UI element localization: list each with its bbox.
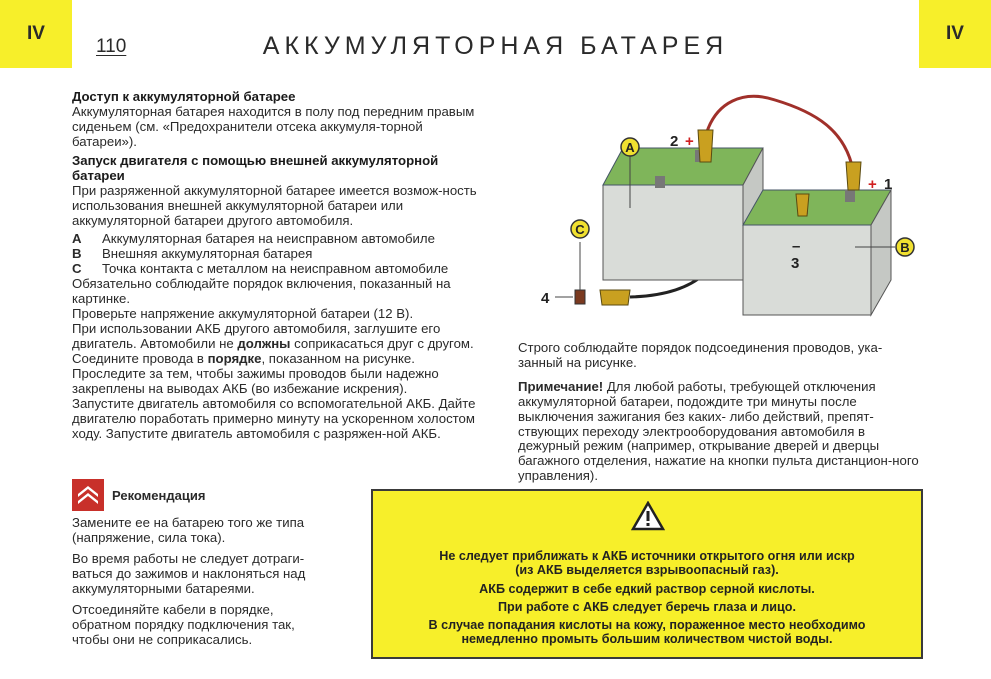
- heading-access: Доступ к аккумуляторной батарее: [72, 89, 296, 104]
- label-c: [571, 220, 589, 238]
- svg-text:A: A: [625, 140, 635, 155]
- connect-text: Соедините провода в порядке, показанном на рисунке. Проследите за тем, чтобы зажимы проводов были надежно закреплены на выводах АКБ (во избежание искрения).: [72, 351, 439, 396]
- run-engine-text: Запустите двигатель автомобиля со вспомогательной АКБ. Дайте двигателю поработать примерно минуту на ускоренном холостом ходу. Запустите двигатель автомобиля с разряжен-ной АКБ.: [72, 396, 476, 441]
- access-text: Аккумуляторная батарея находится в полу под передним правым сиденьем (см. «Предохранители отсека аккумуля-торной батареи»).: [72, 104, 475, 149]
- warning-line: При работе с АКБ следует беречь глаза и лицо.: [497, 599, 796, 614]
- warning-box: [371, 489, 923, 659]
- another-car-text: При использовании АКБ другого автомобиля, заглушите его двигатель. Автомобили не должны соприкасаться друг с другом.: [72, 321, 474, 351]
- jump-start-diagram: [515, 90, 935, 335]
- legend-item-a: [72, 231, 478, 246]
- recommendation-block: [72, 479, 332, 653]
- legend-key: B: [72, 246, 82, 261]
- plus-sign: +: [868, 176, 877, 193]
- legend-text: Аккумуляторная батарея на неисправном автомобиле: [102, 231, 435, 246]
- section-label: IV: [946, 23, 964, 44]
- terminal-number-2: 2: [670, 133, 679, 150]
- recommendation-text-2: Во время работы не следует дотраги-ваться до зажимов и наклоняться над аккумуляторными батареями.: [72, 551, 306, 596]
- warning-triangle-icon: [631, 501, 665, 534]
- plus-sign: +: [685, 133, 694, 150]
- recommendation-title: Рекомендация: [112, 487, 206, 503]
- order-text: Обязательно соблюдайте порядок включения, показанный на картинке.: [72, 276, 451, 306]
- voltage-text: Проверьте напряжение аккумуляторной батареи (12 В).: [72, 306, 414, 321]
- recommendation-text-1: Замените ее на батарею того же типа (напряжение, сила тока).: [72, 515, 305, 545]
- label-b: [896, 238, 914, 256]
- svg-text:B: B: [900, 240, 910, 255]
- page-number: 110: [96, 36, 127, 57]
- left-column: [72, 89, 478, 441]
- battery-b-icon: [743, 190, 891, 315]
- legend-key: A: [72, 231, 82, 246]
- recommendation-text-3: Отсоединяйте кабели в порядке, обратном порядку подключения так, чтобы они не соприкасались.: [72, 602, 295, 647]
- note-text: Примечание! Для любой работы, требующей отключения аккумуляторной батареи, подождите три минуты после выключения зажигания без каких- либо действий, препят-ствующих переходу электрооборудования автомобиля в дежурный режим (например, открывание дверей и дверцы багажного отделения, нажатие на кнопки пульта дистанцион-ного управления).: [518, 379, 919, 483]
- ground-point-icon: [575, 290, 585, 304]
- legend-text: Внешняя аккумуляторная батарея: [102, 246, 313, 261]
- jump-start-text: При разряженной аккумуляторной батарее имеется возмож-ность использования внешней аккумуляторной батареи или аккумуляторной батареи другого автомобиля.: [72, 183, 477, 228]
- brand-logo-icon: [72, 479, 104, 511]
- section-label: IV: [27, 23, 45, 44]
- battery-a-icon: [603, 148, 763, 280]
- page-title: АККУМУЛЯТОРНАЯ БАТАРЕЯ: [262, 32, 729, 60]
- legend-item-c: [72, 261, 478, 276]
- warning-line: В случае попадания кислоты на кожу, пораженное место необходимо немедленно промыть большим количеством чистой воды.: [428, 618, 866, 647]
- right-column: [518, 341, 926, 493]
- legend-key: C: [72, 261, 82, 276]
- terminal-number-3: 3: [791, 255, 800, 272]
- terminal-number-4: 4: [541, 290, 550, 307]
- legend-item-b: [72, 246, 478, 261]
- minus-sign: –: [792, 238, 801, 255]
- warning-line: Не следует приближать к АКБ источники открытого огня или искр (из АКБ выделяется взрывоопасный газ).: [439, 549, 855, 578]
- heading-jump-start: Запуск двигателя с помощью внешней аккумуляторной батареи: [72, 153, 439, 183]
- warning-line: АКБ содержит в себе едкий раствор серной кислоты.: [479, 581, 815, 596]
- svg-text:C: C: [575, 222, 585, 237]
- note-label: Примечание!: [518, 379, 604, 395]
- legend-text: Точка контакта с металлом на неисправном автомобиле: [102, 261, 449, 276]
- label-a: [621, 138, 639, 156]
- order-strict-text: Строго соблюдайте порядок подсоединения проводов, ука-занный на рисунке.: [518, 340, 883, 370]
- terminal-number-1: 1: [884, 176, 893, 193]
